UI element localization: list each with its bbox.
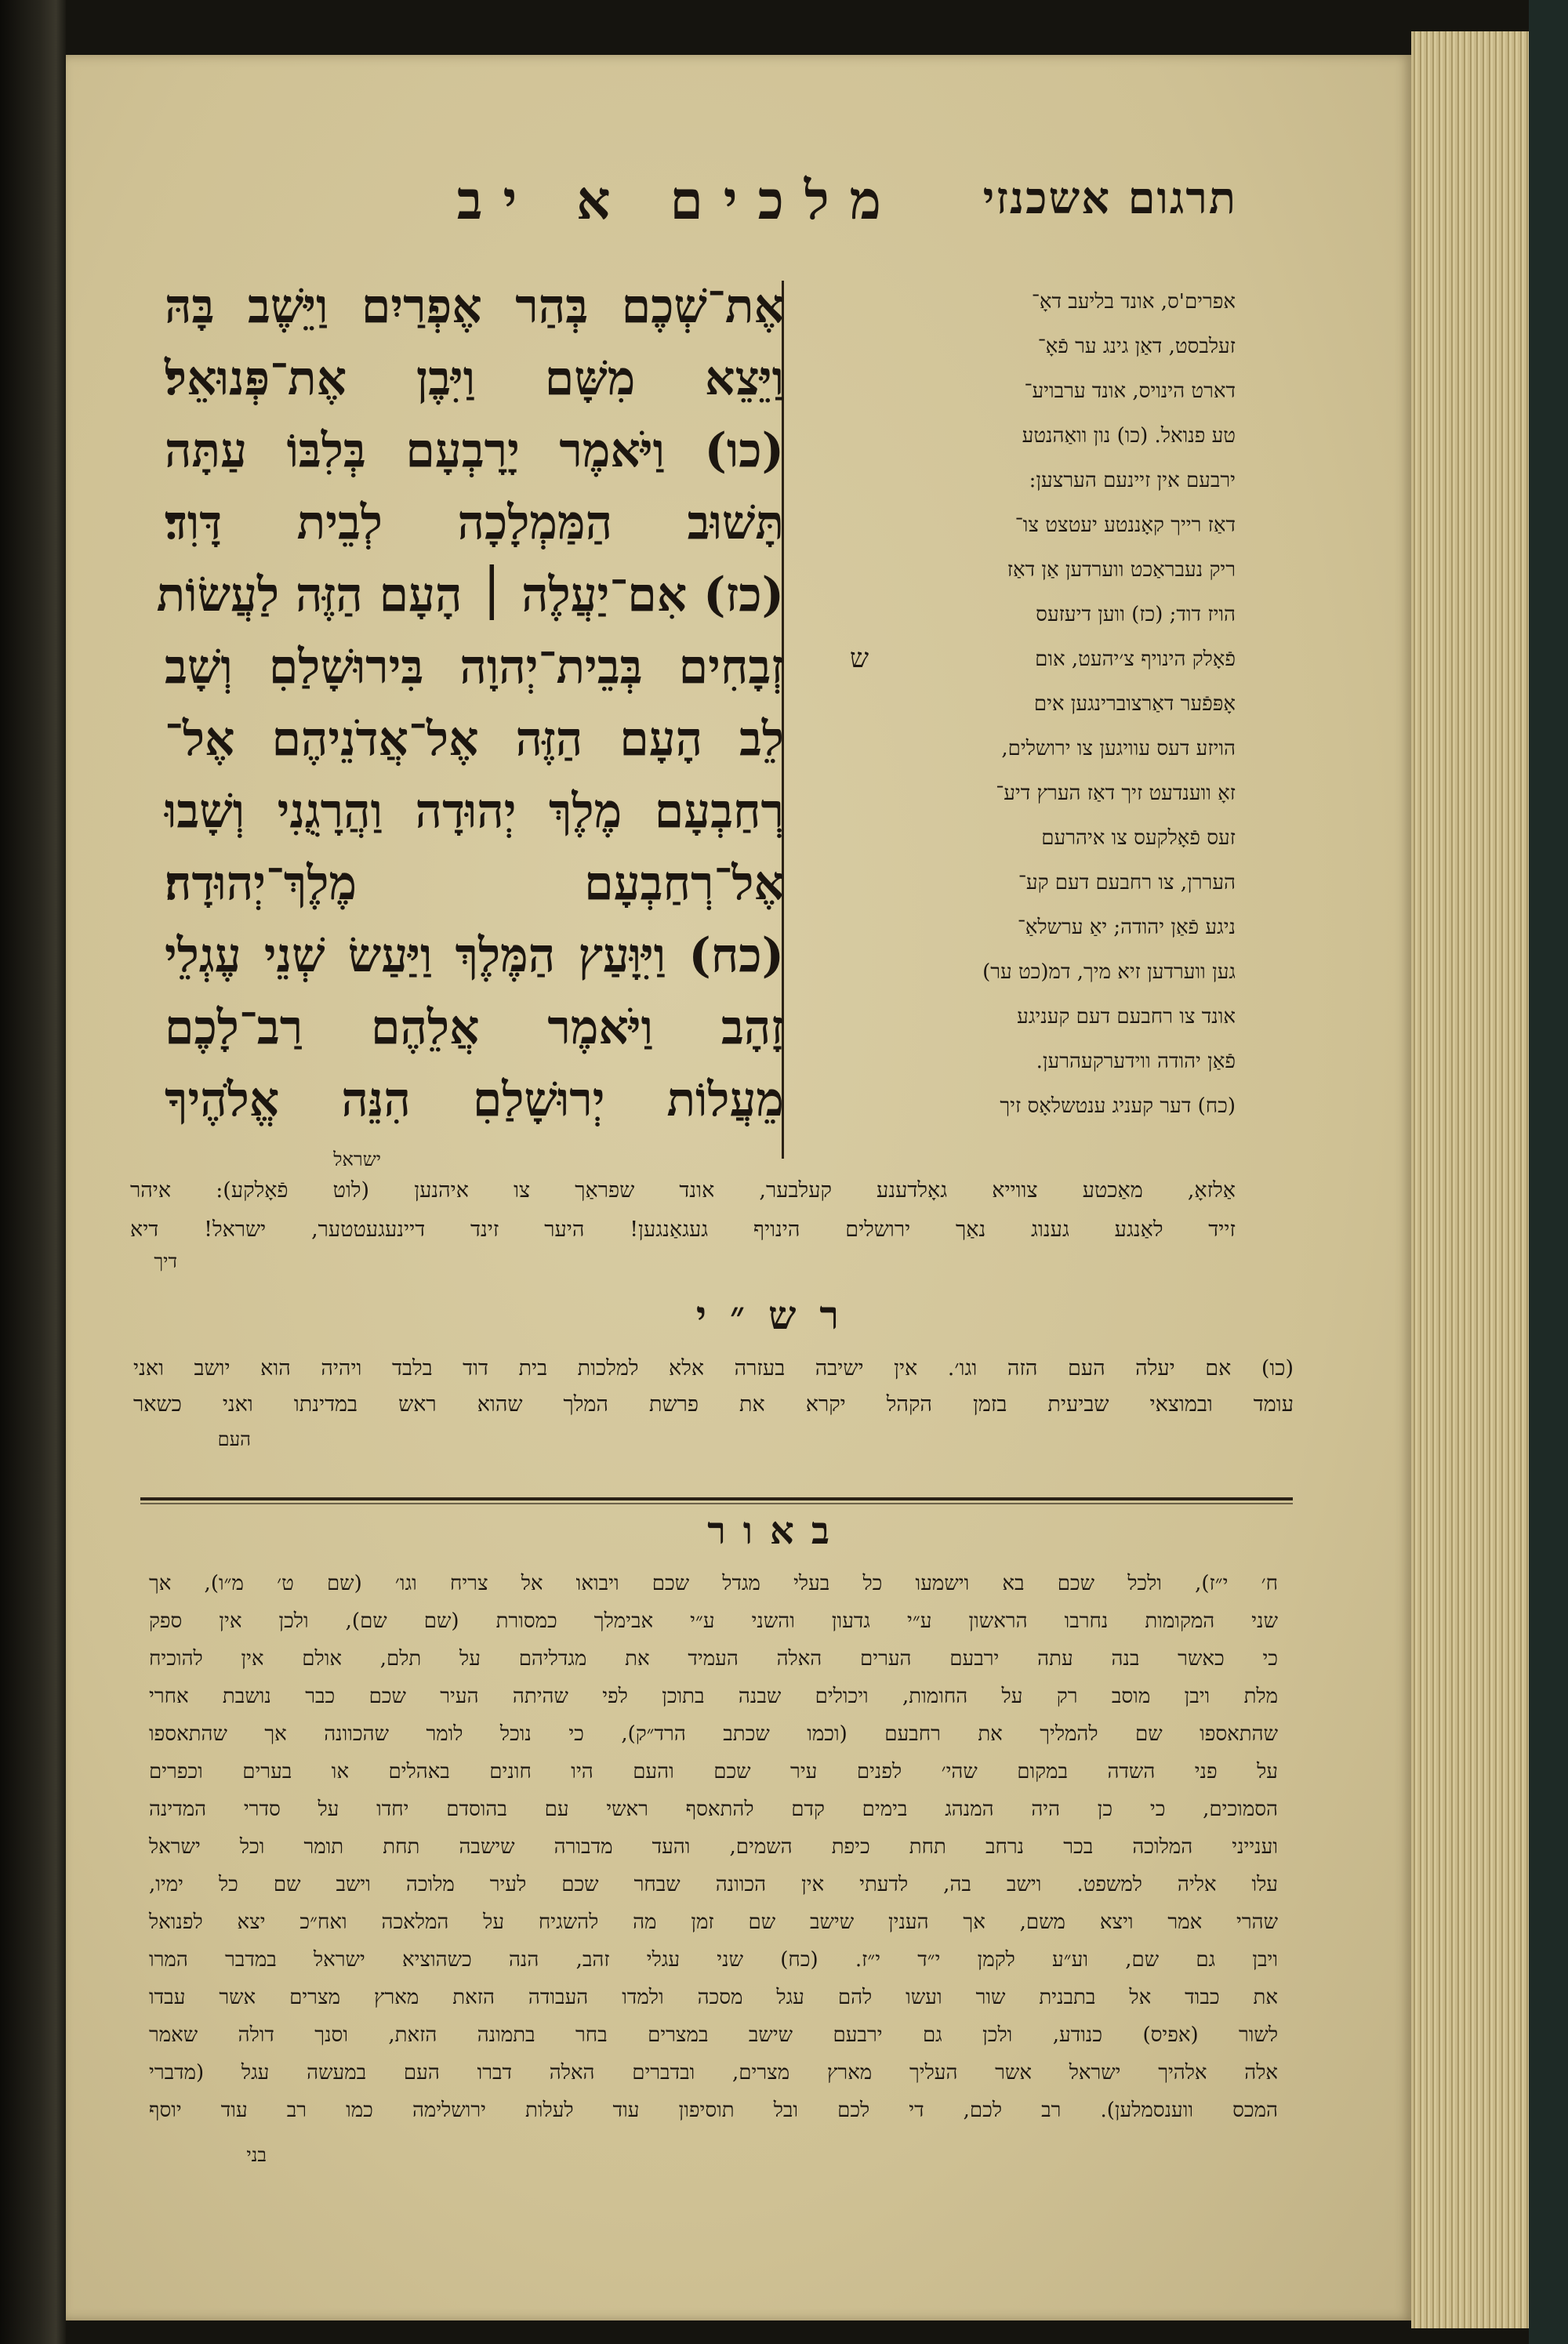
verse-line: תָּשׁוּב הַמַּמְלָכָה לְבֵית דָּוִד׃: [165, 495, 784, 550]
verse-line: לֵב הָעָם הַזֶּה אֶל־אֲדֹנֵיהֶם אֶל־: [165, 712, 784, 767]
section-divider: [140, 1497, 1293, 1500]
biur-line: הסמוכים, כי כן היה המנהג בימים קדם להתאסף ראשי עם בהוסדם יחדו על סדרי המדינה: [149, 1798, 1278, 1821]
targum-line: אפרים'ס, אונד בליעב דאָ־: [1031, 290, 1236, 314]
biur-text: [149, 1572, 1278, 2222]
verse-line: (כו) וַיֹּאמֶר יָרָבְעָם בְּלִבּוֹ עַתָּה: [165, 423, 784, 478]
verse-line: אֶל־רְחַבְעָם מֶלֶךְ־יְהוּדָה׃: [165, 856, 784, 911]
biur-line: על פני השדה במקום שהי׳ לפנים עיר שכם והעם היו חונים באהלים או בערים וכפרים: [149, 1760, 1278, 1783]
targum-line: אָפּפֿער דאַרצוברינגען אים: [1033, 692, 1236, 716]
targum-column: [953, 290, 1236, 1184]
targum-line: דארט הינויס, אונד ערבויע־: [1024, 379, 1236, 403]
biur-line: ח׳ י״ז), ולכל שכם בא וישמעו כל בעלי מגדל שכם ויבואו אל צריח וגו׳ (שם ט׳ מ״ו), אך: [149, 1572, 1278, 1595]
targum-line: העררן, צו רחבעם דעם קע־: [1018, 871, 1236, 894]
book-title-header: מלכים א יב: [456, 169, 902, 232]
targum-bottom-line: זייד לאַנגע גענוג נאַך ירושלים הינויף געגאַנגען! היער זינד דיינעגעטטער, ישראל! דיא: [130, 1217, 1236, 1242]
rashi-text: [133, 1356, 1294, 1482]
biur-line: כי כאשר בנה עתה ירבעם הערים האלה העמיד את מגדליהם על תלם, אולם אין להוכיח: [149, 1647, 1278, 1671]
biur-line: מלת ויבן מוסב רק על החומות, ויכולים שבנה בתוכן לפי שהיתה העיר שכם כבר נושבת אחרי: [149, 1685, 1278, 1708]
verse-line: זְבָחִים בְּבֵית־יְהוָה בִּירוּשָׁלַםִ וְשָׁב: [165, 640, 784, 695]
targum-line: (כח) דער קעניג ענטשלאָס זיך: [1000, 1094, 1236, 1118]
rashi-line: (כו) אם יעלה העם הזה וגו׳. אין ישיבה בעזרה אלא למלכות בית דוד בלבד ויהיה הוא יושב ואני: [133, 1356, 1294, 1381]
biur-line: את כבוד אל בתבנית שור ועשו להם עגל מסכה ולמדו העבודה הזאת מארץ מצרים אשר עבדו: [149, 1986, 1278, 2009]
targum-line: זעלבסט, דאַן גינג ער פֿאָ־: [1037, 335, 1236, 358]
biur-line: ויבן גם שם, וע״ע לקמן י״ד י״ז. (כח) שני עגלי זהב, הנה כשהוציא ישראל במדבר המרו: [149, 1948, 1278, 1972]
targum-line: ריק נעבראַכט ווערדען אַן דאַז: [1007, 558, 1236, 582]
verse-line: רְחַבְעָם מֶלֶךְ יְהוּדָה וַהֲרָגֻנִי וְשָׁבוּ: [165, 784, 784, 839]
targum-line: פֿאַן יהודה ווידערקעהרען.: [1036, 1050, 1236, 1073]
targum-bottom-line: אַלזאָ, מאַכטע צווייא גאָלדענע קעלבער, אונד שפראַך צו איהנען (לוט פֿאָלקע): איהר: [130, 1178, 1236, 1203]
verse-line: זָהָב וַיֹּאמֶר אֲלֵהֶם רַב־לָכֶם: [165, 1000, 784, 1055]
verse-line: (כז) אִם־יַעֲלֶה ׀ הָעָם הַזֶּה לַעֲשׂוֹת: [156, 568, 784, 622]
verse-column: [156, 279, 784, 1149]
targum-line: הויז דוד; (כז) ווען דיעזעס: [1036, 603, 1236, 626]
verse-line: וַיֵּצֵא מִשָּׁם וַיִּבֶן אֶת־פְּנוּאֵל׃: [165, 351, 784, 406]
verse-line: אֶת־שְׁכֶם בְּהַר אֶפְרַיִם וַיֵּשֶׁב בָּהּ: [165, 279, 784, 334]
targum-line: טע פנואל. (כו) נון וואַהנטע: [1022, 424, 1236, 448]
biur-line: המכס ווענסמלען). רב לכם, די לכם ובל תוסיפון עוד לעלות ירושלימה כמו רב עוד יוסף: [149, 2099, 1278, 2122]
targum-line: גען ווערדען זיא מיך, דמ(כט ער): [982, 960, 1236, 984]
book-cover-edge: [1529, 0, 1568, 2344]
section-divider-shadow: [140, 1503, 1293, 1504]
targum-line: דאַז רייך קאָננטע יעטצט צו־: [1014, 513, 1236, 537]
rashi-title: רש״י: [695, 1292, 862, 1338]
book-spine: [0, 0, 66, 2344]
targum-line: ניגע פֿאַן יהודה; יאַ ערשלאַ־: [1017, 916, 1236, 939]
biur-line: עלו אליה למשפט. וישב בה, לדעתי אין הכוונה שבחר שכם לעיר מלוכה וישב שם כל ימיו,: [149, 1873, 1278, 1896]
targum-line: אונד צו רחבעם דעם קעניגע: [1017, 1005, 1236, 1029]
targum-line: פֿאָלק הינויף צ׳יהעט, אום: [1035, 648, 1236, 671]
verse-line: (כח) וַיִּוָּעַץ הַמֶּלֶךְ וַיַּעַשׂ שְׁנֵי עֶגְלֵי: [165, 928, 784, 983]
biur-line: שהרי אמר ויצא משם, אך הענין שישב שם זמן מה להשגיח על המלאכה ואח״כ יצא לפנואל: [149, 1910, 1278, 1934]
rashi-catchword: העם: [217, 1428, 251, 1450]
book-page: [66, 55, 1411, 2320]
biur-line: שהתאספו שם להמליך את רחבעם (וכמו שכתב הרד״ק), כי נוכל לומר שהכוונה אך שהתאספו: [149, 1722, 1278, 1746]
biur-line: לשור (אפיס) כנודע, ולכן גם ירבעם שישב במצרים בחר בתמונה הזאת, וסנך דולה שאמר: [149, 2023, 1278, 2047]
biur-line: אלה אלהיך ישראל אשר העליך מארץ מצרים, ובדברים האלה דברו העם במעשה עגל (מדברי: [149, 2061, 1278, 2085]
targum-line: הויזע דעס עוויגען צו ירושלים,: [1001, 737, 1236, 760]
targum-page-catchword: דיך: [154, 1250, 177, 1272]
rashi-line: עומד ובמוצאי שביעית בזמן הקהל יקרא את פרשת המלך שהוא ראש במדינתו ואני כשאר: [133, 1392, 1294, 1417]
targum-header: תרגום אשכנזי: [982, 172, 1237, 224]
biur-line: שני המקומות נחרבו הראשון ע״י גדעון והשני ע״י אבימלך כמסורת (שם שם), ולכן אין ספק: [149, 1609, 1278, 1633]
biur-catchword: בני: [246, 2144, 267, 2166]
biur-title: באור: [707, 1509, 847, 1553]
biur-line: וענייני המלוכה בכר נרחב תחת כיפת השמים, והעד מדבורה שישבה תחת תומר וכל ישראל: [149, 1835, 1278, 1859]
targum-line: זעס פֿאָלקעס צו איהרעם: [1041, 826, 1236, 850]
targum-line: זאָ ווענדעט זיך דאַז הערץ דיע־: [996, 782, 1236, 805]
verse-line: מֵעֲלוֹת יְרוּשָׁלַםִ הִנֵּה אֱלֹהֶיךָ: [165, 1072, 784, 1127]
margin-note: ש: [850, 643, 869, 674]
targum-line: ירבעם אין זיינעם הערצען:: [1029, 469, 1236, 492]
targum-continuation: [130, 1148, 1236, 1305]
targum-catchword: ישראל: [333, 1148, 381, 1170]
page-edges: [1411, 31, 1529, 2328]
